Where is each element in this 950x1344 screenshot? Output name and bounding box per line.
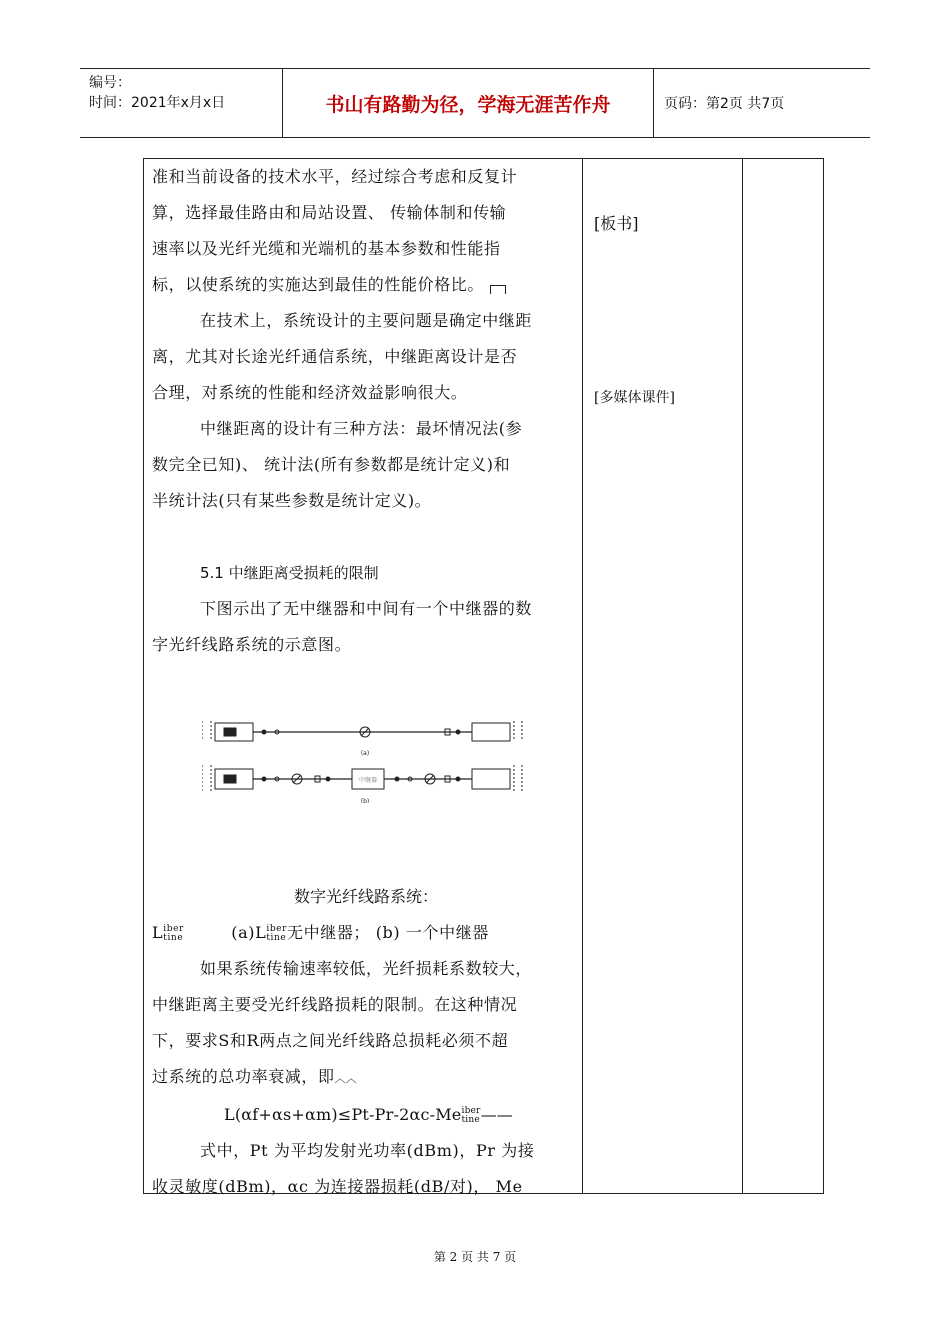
column-divider [742,159,743,1193]
frag-letter: L [152,923,164,942]
header-motto: 书山有路勤为径，学海无涯苦作舟 [283,69,654,137]
text-line: 如果系统传输速率较低，光纤损耗系数较大， [200,959,533,978]
text-line: 数完全已知)、 统计法(所有参数都是统计定义)和 [152,455,511,474]
fiber-system-diagram [202,707,524,803]
mark-glyph [490,285,506,294]
page-footer: 第 2 页 共 7 页 [433,1250,517,1264]
frag-bottom: tine [163,932,184,943]
caption-a: (a) [231,923,256,942]
text-line: 式中，Pt 为平均发射光功率(dBm)，Pr 为接 [200,1141,535,1160]
text-fragment: 过系统的总功率衰减，即 [152,1067,335,1086]
number-label: 编号： [89,75,131,91]
text-line [152,267,580,303]
lesson-table [143,158,824,1194]
text-line: 离，尤其对长途光纤通信系统，中继距离设计是否 [152,347,518,366]
repeater-label: 中继器 [358,777,378,784]
caption-b: 无中继器； (b) 一个中继器 [287,923,489,942]
text-line: 算，选择最佳路由和局站设置、 传输体制和传输 [152,203,507,222]
note-multimedia: [多媒体课件] [594,390,675,406]
figure-caption: 数字光纤线路系统： [293,887,438,906]
formula-line [152,1097,580,1133]
text-fragment: 标，以使系统的实施达到最佳的性能价格比。 [152,275,485,294]
label-b: (b) [360,798,370,803]
fraction-fragment [152,923,184,942]
label-a: (a) [360,750,370,757]
diagram-row-a [202,721,522,741]
frag-bottom: tine [266,932,287,943]
frag-stack [163,925,184,943]
header-meta [80,69,283,137]
frag-stack [461,1107,480,1125]
frag-bottom: tine [461,1114,480,1125]
text-line: 半统计法(只有某些参数是统计定义)。 [152,491,432,510]
text-line: 下图示出了无中继器和中间有一个中继器的数 [200,599,533,618]
frag-top: iber [266,923,288,934]
text-line: 在技术上，系统设计的主要问题是确定中继距 [200,311,533,330]
frag-stack [266,925,287,943]
frag-top: iber [163,923,184,934]
text-line [152,1059,580,1097]
column-divider [582,159,583,1193]
note-blackboard: [板书] [594,214,639,233]
formula: L(αf+αs+αm)≤Pt-Pr-2αc-Me [224,1105,462,1124]
page-header [80,68,870,138]
section-title: 5.1 中继距离受损耗的限制 [200,564,379,582]
text-line: 收灵敏度(dBm)，αc 为连接器损耗(dB/对)， Me [152,1177,523,1196]
figure-caption-2 [152,915,580,951]
text-line: 合理，对系统的性能和经济效益影响很大。 [152,383,468,402]
content-column [152,159,580,1205]
text-line: 下，要求S和R两点之间光纤线路总损耗必须不超 [152,1031,509,1050]
header-page-info: 页码：第2页 共7页 [664,96,785,112]
text-line: 准和当前设备的技术水平，经过综合考虑和反复计 [152,167,518,186]
text-line: 中继距离的设计有三种方法：最坏情况法(参 [200,419,523,438]
time-label: 时间：2021年x月x日 [89,95,226,111]
mark-glyph: ︿︿ [334,1072,357,1085]
formula-tail: —— [480,1105,513,1124]
frag-top: iber [461,1105,481,1116]
frag-letter: L [255,923,267,942]
text-line: 中继距离主要受光纤线路损耗的限制。在这种情况 [152,995,518,1014]
text-line: 速率以及光纤光缆和光端机的基本参数和性能指 [152,239,501,258]
text-line: 字光纤线路系统的示意图。 [152,635,352,654]
